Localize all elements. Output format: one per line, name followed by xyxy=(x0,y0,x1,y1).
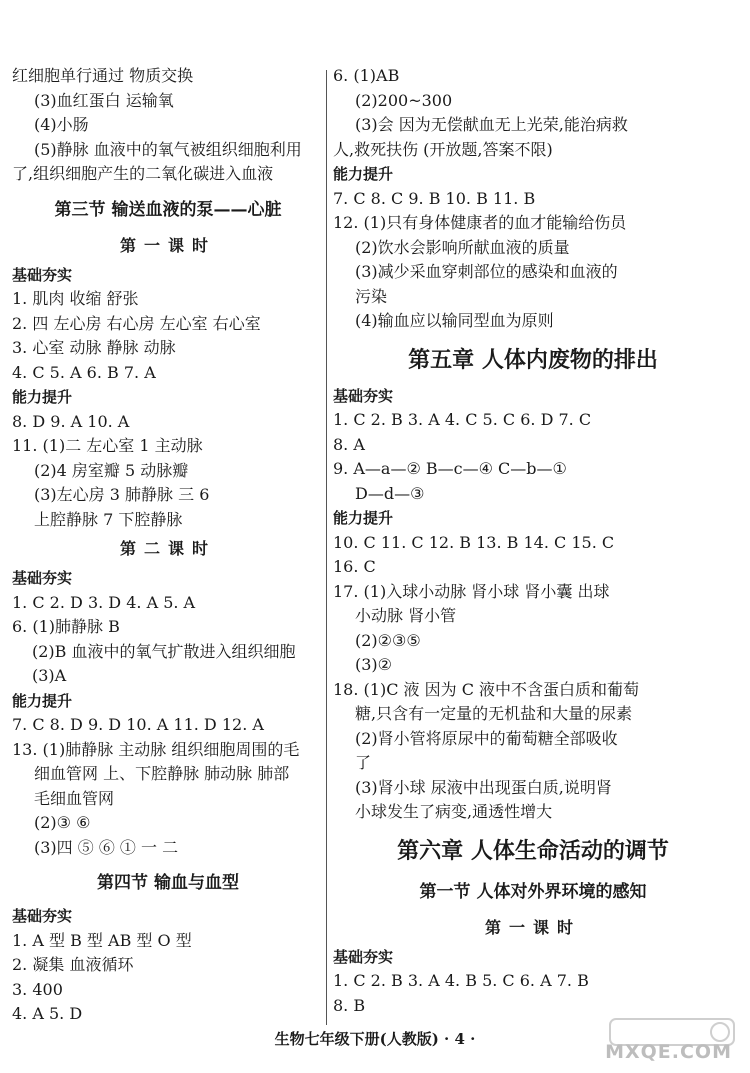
answer-line: (3)会 因为无偿献血无上光荣,能治病救 xyxy=(355,115,628,134)
answer-line: 1. C 2. D 3. D 4. A 5. A xyxy=(12,592,196,612)
answer-line: 小球发生了病变,通透性增大 xyxy=(355,802,553,821)
category-label: 能力提升 xyxy=(333,165,394,183)
answer-line: 3. 心室 动脉 静脉 动脉 xyxy=(12,338,176,357)
answer-line: (3)A xyxy=(32,666,67,685)
category-label: 能力提升 xyxy=(12,691,73,710)
category-label: 基础夯实 xyxy=(12,569,73,587)
answer-line: (3)左心房 3 肺静脉 三 6 xyxy=(34,485,210,504)
watermark-text: MXQE.COM xyxy=(605,1041,732,1063)
answer-line: 毛细血管网 xyxy=(34,788,115,808)
answer-line: 4. A 5. D xyxy=(12,1004,83,1023)
answer-line: 9. A—a—② B—c—④ C—b—① xyxy=(333,459,567,478)
answer-line: 上腔静脉 7 下腔静脉 xyxy=(34,509,183,529)
right-column xyxy=(333,64,733,1018)
section-heading: 第三节 输送血液的泵——心脏 xyxy=(54,199,282,220)
answer-line: 6. (1)肺静脉 B xyxy=(12,617,120,636)
answer-line: (3)② xyxy=(355,655,393,674)
section-heading: 第一节 人体对外界环境的感知 xyxy=(419,881,647,902)
text-line: (5)静脉 血液中的氧气被组织细胞利用 xyxy=(34,139,302,159)
answer-line: (3)四 ⑤ ⑥ ① 一 二 xyxy=(34,837,179,857)
category-label: 能力提升 xyxy=(12,388,73,406)
left-column xyxy=(12,64,324,1027)
section-heading: 第四节 输血与血型 xyxy=(97,873,239,893)
chapter-heading: 第五章 人体内废物的排出 xyxy=(408,346,658,373)
answer-line: (2)B 血液中的氧气扩散进入组织细胞 xyxy=(32,641,296,661)
answer-line: 1. A 型 B 型 AB 型 O 型 xyxy=(12,930,192,950)
answer-line: 人,救死扶伤 (开放题,答案不限) xyxy=(333,139,553,159)
answer-line: 1. C 2. B 3. A 4. B 5. C 6. A 7. B xyxy=(333,971,589,990)
answer-line: 10. C 11. C 12. B 13. B 14. C 15. C xyxy=(333,532,615,552)
answer-line: 了 xyxy=(355,753,372,772)
answer-line: 8. A xyxy=(333,434,365,454)
answer-line: (3)肾小球 尿液中出现蛋白质,说明肾 xyxy=(355,777,612,797)
category-label: 基础夯实 xyxy=(333,386,394,405)
answer-line: 8. D 9. A 10. A xyxy=(12,411,130,431)
answer-line: 7. C 8. D 9. D 10. A 11. D 12. A xyxy=(12,715,264,734)
answer-line: 17. (1)入球小动脉 肾小球 肾小囊 出球 xyxy=(333,581,610,601)
answer-line: (2)4 房室瓣 5 动脉瓣 xyxy=(34,460,189,480)
answer-line: 糖,只含有一定量的无机盐和大量的尿素 xyxy=(355,704,633,723)
answer-line: 3. 400 xyxy=(12,979,63,999)
lesson-heading: 第二课时 xyxy=(119,539,216,558)
answer-line: 8. B xyxy=(333,995,366,1015)
answer-line: 2. 凝集 血液循环 xyxy=(12,955,134,974)
text-line: 了,组织细胞产生的二氧化碳进入血液 xyxy=(12,164,274,183)
text-line: (3)血红蛋白 运输氧 xyxy=(34,90,174,110)
answer-line: 污染 xyxy=(355,286,388,306)
answer-line: 12. (1)只有身体健康者的血才能输给伤员 xyxy=(333,213,627,232)
answer-line: (2)③ ⑥ xyxy=(34,813,91,832)
answer-line: (2)饮水会影响所献血液的质量 xyxy=(355,237,570,257)
page-footer: 生物七年级下册(人教版) · 4 · xyxy=(274,1030,476,1048)
text-line: 红细胞单行通过 物质交换 xyxy=(12,66,194,85)
lesson-heading: 第一课时 xyxy=(119,235,216,255)
answer-line: 13. (1)肺静脉 主动脉 组织细胞周围的毛 xyxy=(12,739,300,759)
answer-line: 1. C 2. B 3. A 4. C 5. C 6. D 7. C xyxy=(333,410,592,429)
answer-line: 1. 肌肉 收缩 舒张 xyxy=(12,289,139,308)
category-label: 基础夯实 xyxy=(12,907,73,925)
answer-line: 16. C xyxy=(333,557,376,576)
answer-line: (4)输血应以输同型血为原则 xyxy=(355,311,554,330)
answer-line: 2. 四 左心房 右心房 左心室 右心室 xyxy=(12,313,261,333)
column-divider xyxy=(326,70,327,1025)
lesson-heading: 第一课时 xyxy=(484,917,581,937)
text-line: (4)小肠 xyxy=(34,115,89,134)
answer-line: (2)②③⑤ xyxy=(355,630,421,650)
answer-line: (2)肾小管将原尿中的葡萄糖全部吸收 xyxy=(355,728,618,748)
answer-line: 18. (1)C 液 因为 C 液中不含蛋白质和葡萄 xyxy=(333,679,640,699)
answer-line: (3)减少采血穿刺部位的感染和血液的 xyxy=(355,262,618,281)
answer-line: D—d—③ xyxy=(355,483,425,503)
answer-line: 细血管网 上、下腔静脉 肺动脉 肺部 xyxy=(34,764,290,783)
answer-line: 11. (1)二 左心室 1 主动脉 xyxy=(12,436,203,455)
category-label: 基础夯实 xyxy=(12,265,73,284)
answer-line: 小动脉 肾小管 xyxy=(355,606,457,625)
answer-line: 4. C 5. A 6. B 7. A xyxy=(12,362,156,382)
category-label: 基础夯实 xyxy=(333,947,394,966)
answer-line: 6. (1)AB xyxy=(333,66,400,85)
category-label: 能力提升 xyxy=(333,509,394,527)
chapter-heading: 第六章 人体生命活动的调节 xyxy=(397,837,669,864)
watermark-logo xyxy=(602,1013,742,1069)
answer-line: 7. C 8. C 9. B 10. B 11. B xyxy=(333,188,536,208)
answer-line: (2)200~300 xyxy=(355,90,453,110)
